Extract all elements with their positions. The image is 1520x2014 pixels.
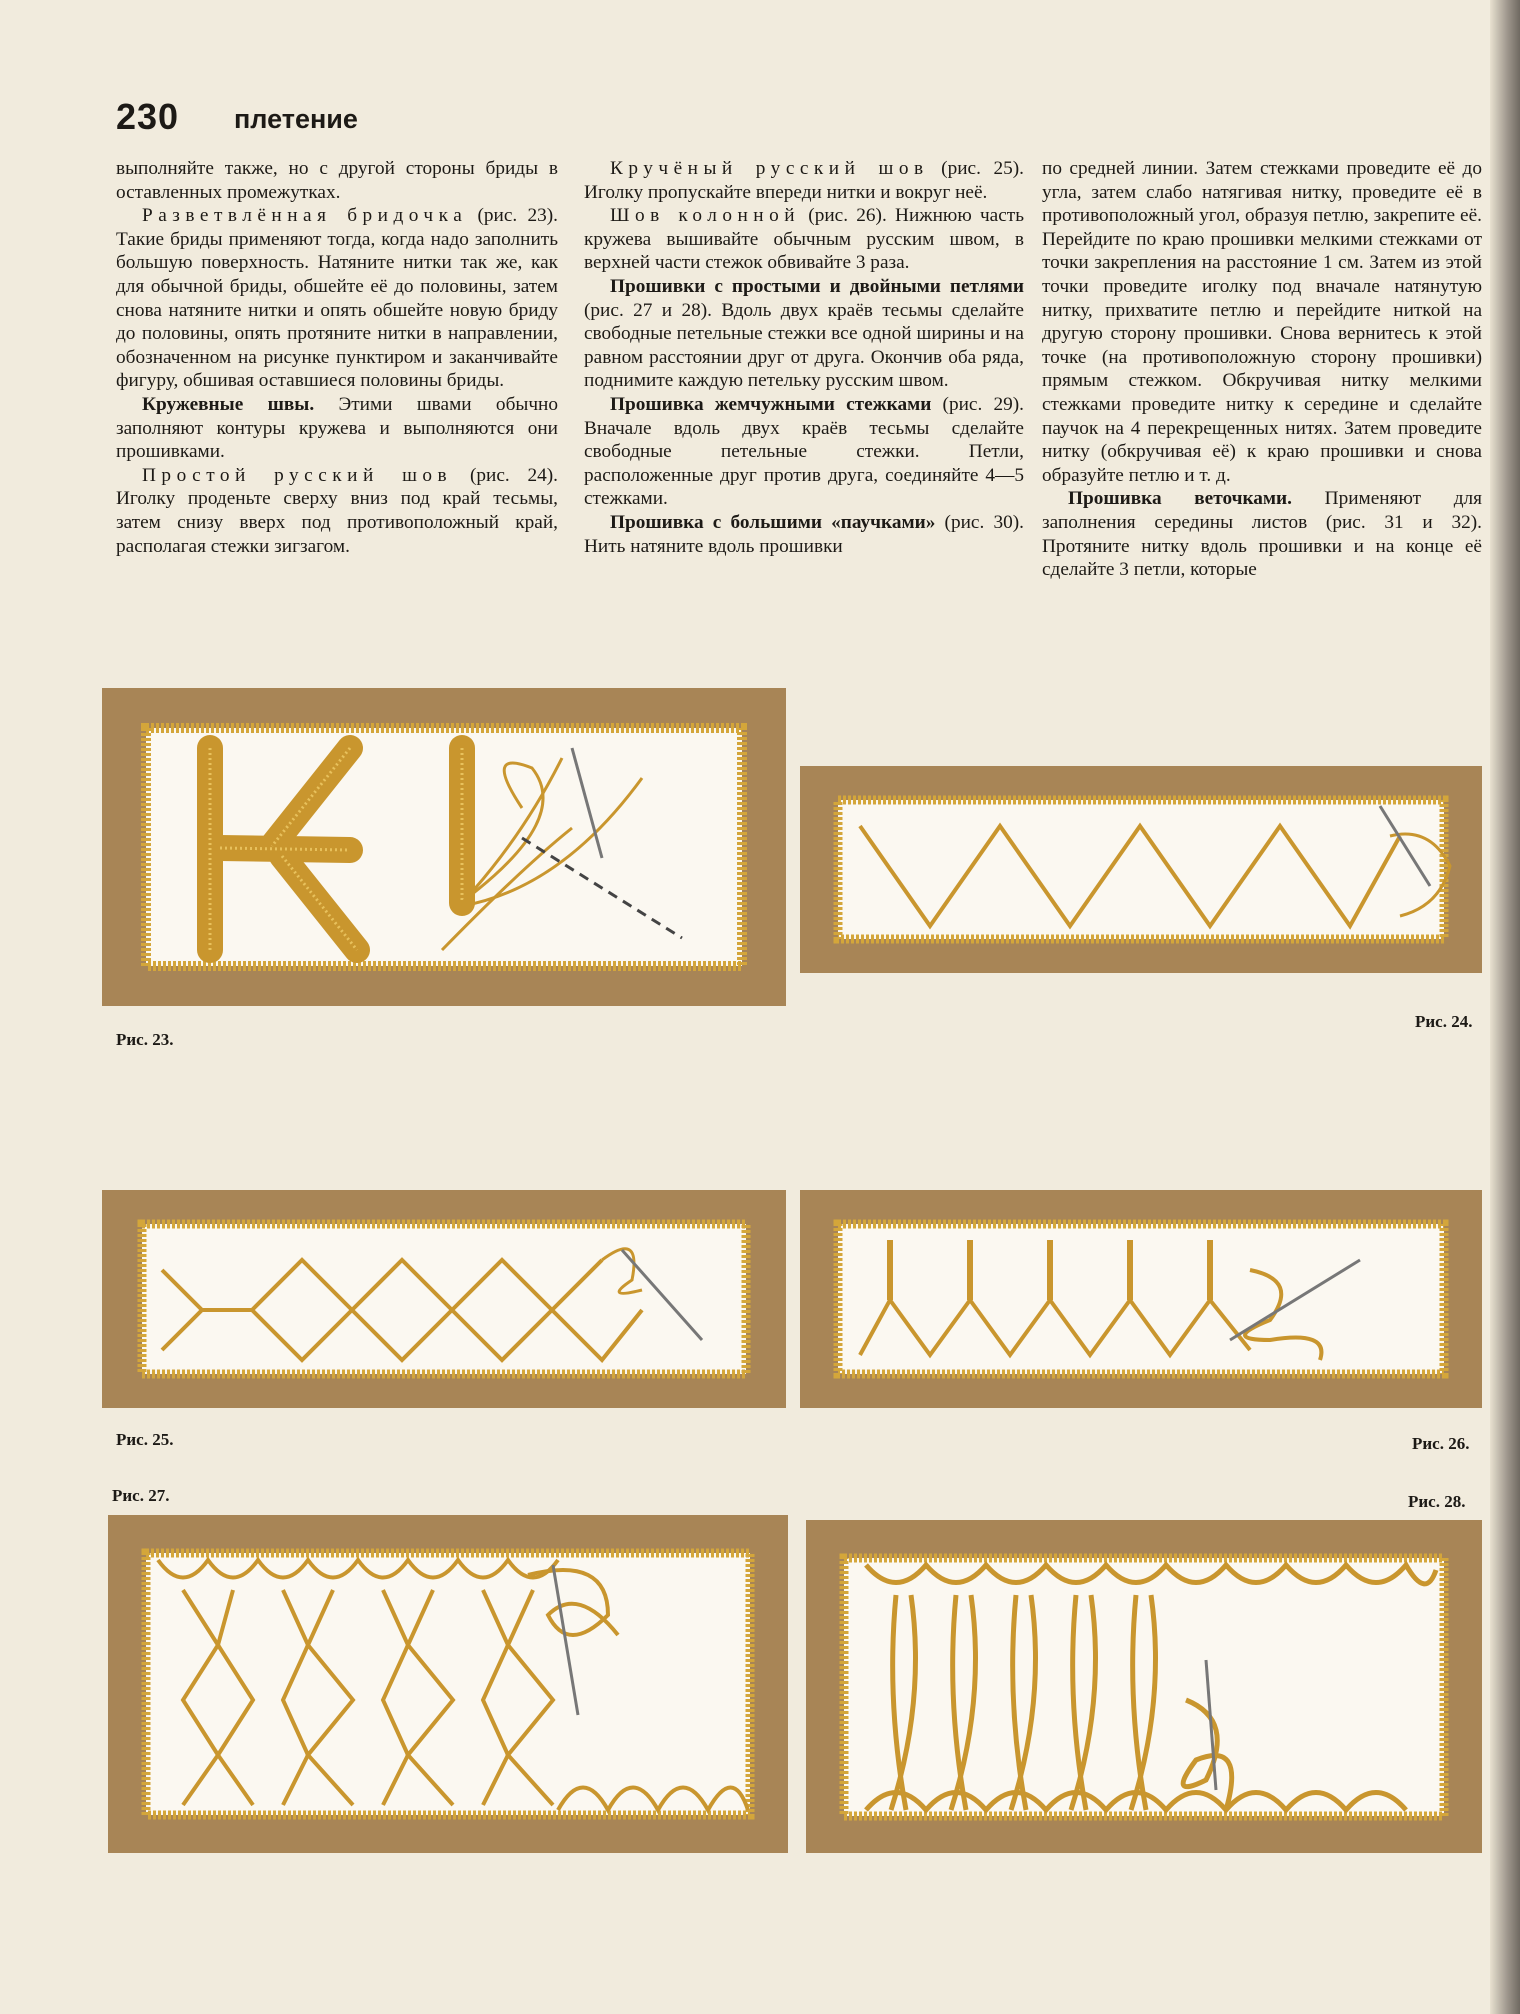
subheading: Кружевные швы. <box>142 393 315 415</box>
figure-27-caption: Рис. 27. <box>112 1486 170 1505</box>
term: Простой русский шов <box>142 464 453 486</box>
figure-23-illustration <box>102 688 786 1006</box>
term: Разветвлённая бридочка <box>142 205 468 227</box>
paragraph: по средней линии. Затем стежками проведите её до угла, затем слабо натягивая нитку, проведите её в противоположный угол, образуя петлю, закрепите её. Перейдите по краю прошивки мелкими стежками от точки закрепления на расстояние 1 см. Затем из этой точки проведите иголку под вначале натянутую нитку, прихватите петлю и перейдите ниткой на другую сторону прошивки. Снова вернитесь к этой точке (на противоположную сторону прошивки) прямым стежком. Обкручивая нитку мелкими стежками проведите нитку к середине и сделайте паучок на 4 перекрещенных нитях. Затем проведите нитку (обкручивая её) к краю прошивки и снова образуйте петлю и т. д. <box>1042 158 1482 486</box>
page-binding-shadow <box>1490 0 1520 2014</box>
page-number: 230 <box>116 96 180 137</box>
paragraph: выполняйте также, но с другой стороны бриды в оставленных промежутках. <box>116 158 558 203</box>
paragraph: Простой русский шов (рис. 24). Иголку проденьте сверху вниз под край тесьмы, затем снизу вверх под противоположный край, располагая стежки зигзагом. <box>116 464 558 557</box>
figure-26-caption: Рис. 26. <box>1412 1434 1470 1453</box>
figure-24-illustration <box>800 766 1482 973</box>
subheading: Прошивка жемчужными стежками <box>610 393 932 415</box>
subheading: Прошивка с большими «паучками» <box>610 511 936 533</box>
paragraph: Прошивка веточками. Применяют для заполнения середины листов (рис. 31 и 32). Протяните нитку вдоль прошивки и на конце её сделайте 3 петли, которые <box>1042 488 1482 581</box>
text-column-2 <box>584 157 1024 558</box>
text-column-3 <box>1042 157 1482 582</box>
figure-25-caption: Рис. 25. <box>116 1430 174 1449</box>
paragraph: Кручёный русский шов (рис. 25). Иголку пропускайте впереди нитки и вокруг неё. <box>584 158 1024 203</box>
paragraph: Прошивка с большими «паучками» (рис. 30). Нить натяните вдоль прошивки <box>584 511 1024 557</box>
text-column-1 <box>116 157 558 558</box>
paragraph: Разветвлённая бридочка (рис. 23). Такие бриды применяют тогда, когда надо заполнить большую поверхность. Натяните нитки так же, как для обычной бриды, обшейте её до половины, затем снова натяните нитки и опять обшейте новую бриду до половины, опять протяните нитки в направлении, обозначенном на рисунке пунктиром и заканчивайте фигуру, обшивая оставшиеся половины бриды. <box>116 205 558 392</box>
figure-24-caption: Рис. 24. <box>1415 1012 1473 1031</box>
figure-28-illustration <box>806 1520 1482 1853</box>
section-title: плетение <box>234 104 358 134</box>
subheading: Прошивка веточками. <box>1068 488 1292 510</box>
figure-25-illustration <box>102 1190 786 1408</box>
figure-28-caption: Рис. 28. <box>1408 1492 1466 1511</box>
term: Шов колонной <box>610 205 801 227</box>
figure-23-caption: Рис. 23. <box>116 1030 174 1049</box>
figure-27-illustration <box>108 1515 788 1853</box>
figure-26-illustration <box>800 1190 1482 1408</box>
term: Кручёный русский шов <box>610 158 929 179</box>
paragraph: Шов колонной (рис. 26). Нижнюю часть кружева вышивайте обычным русским швом, в верхней части стежок обвивайте 3 раза. <box>584 205 1024 274</box>
paragraph: Прошивка жемчужными стежками (рис. 29). Вначале вдоль двух краёв тесьмы сделайте свободные петельные стежки. Петли, расположенные друг против друга, соединяйте 4—5 стежками. <box>584 393 1025 510</box>
paragraph: Прошивки с простыми и двойными петлями (рис. 27 и 28). Вдоль двух краёв тесьмы сделайте свободные петельные стежки все одной ширины и на равном расстоянии друг от друга. Окончив оба ряда, поднимите каждую петельку русским швом. <box>584 275 1024 392</box>
subheading: Прошивки с простыми и двойными петлями <box>610 275 1024 297</box>
paragraph: Кружевные швы. Этими швами обычно заполняют контуры кружева и выполняются они прошивками. <box>116 393 558 463</box>
